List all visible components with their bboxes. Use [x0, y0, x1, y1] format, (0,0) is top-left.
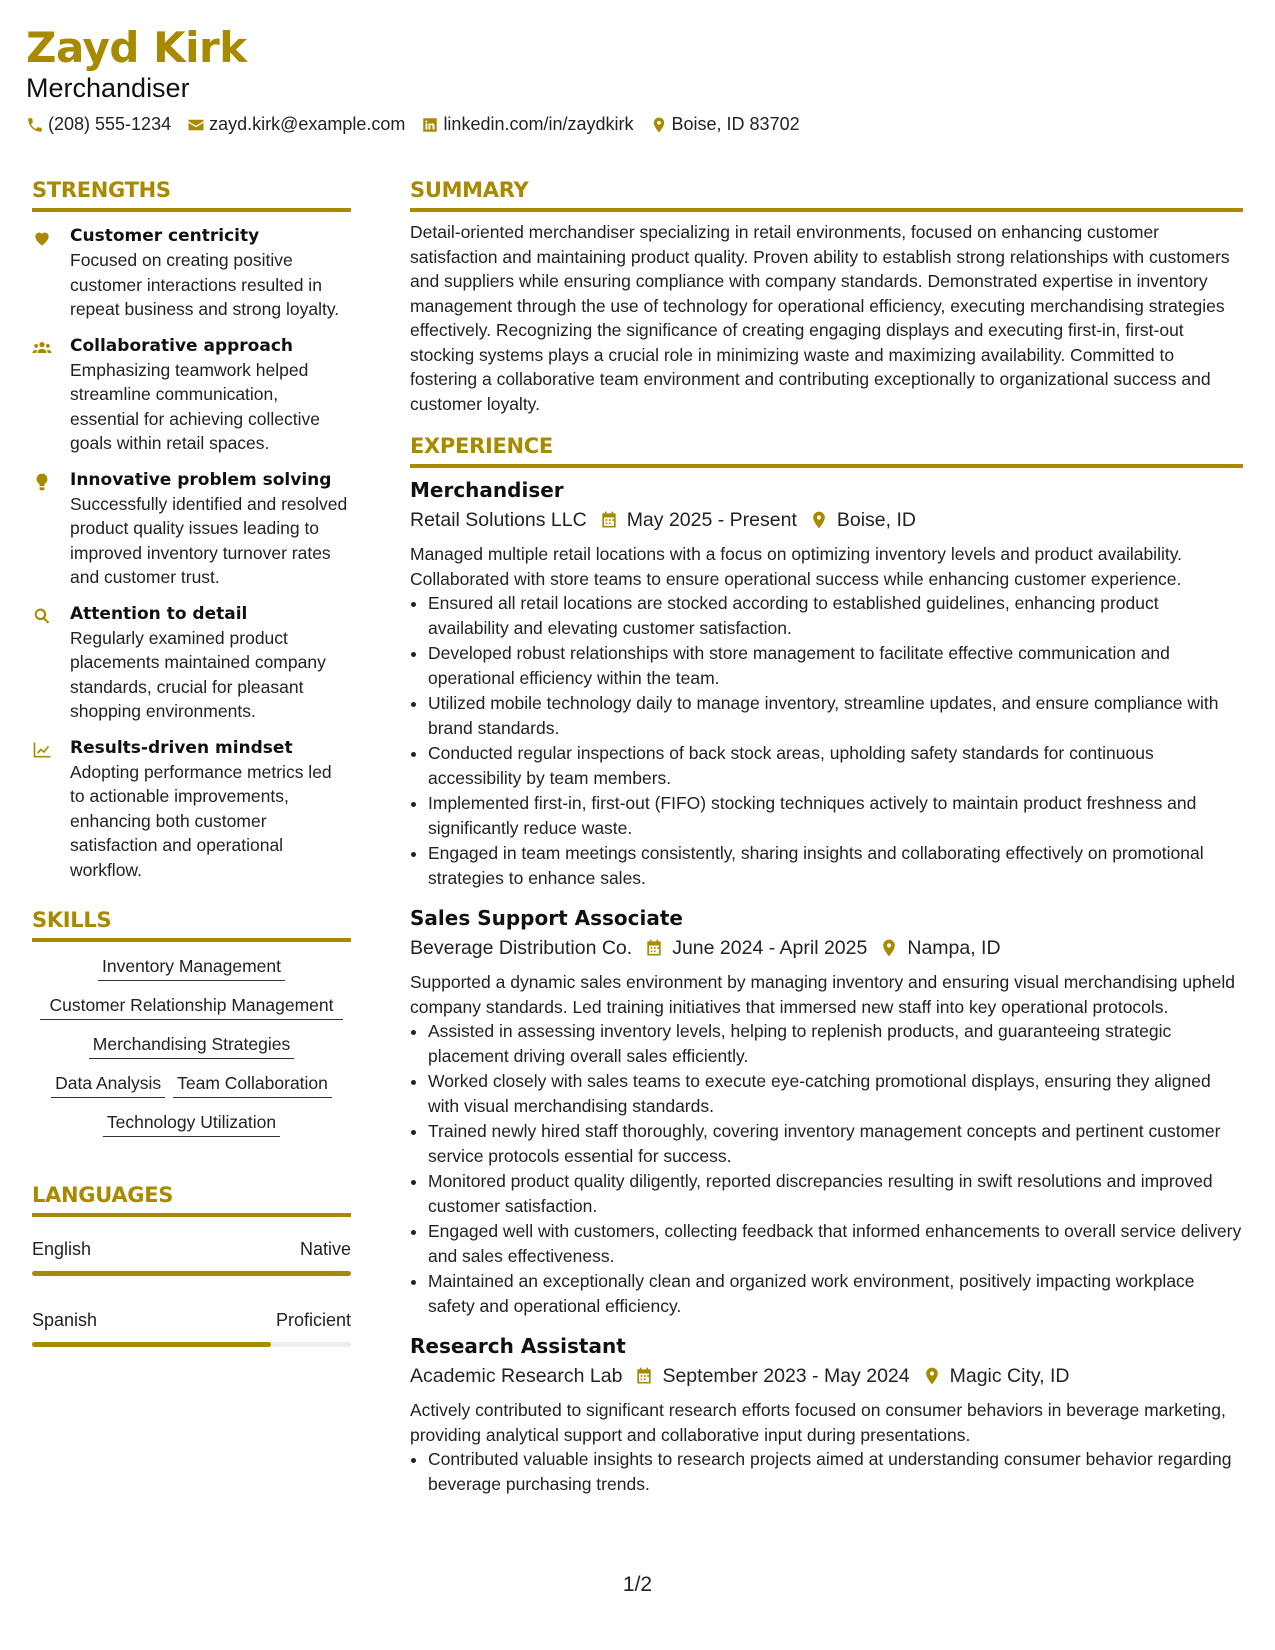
skill-tag: Customer Relationship Management	[40, 993, 343, 1020]
strength-title: Innovative problem solving	[70, 469, 332, 490]
strength-title: Results-driven mindset	[70, 737, 293, 758]
job-title: Research Assistant	[410, 1334, 626, 1358]
job-location: Magic City, ID	[949, 1365, 1070, 1387]
contact-location	[650, 114, 800, 135]
summary-heading: SUMMARY	[410, 176, 1243, 212]
job-dates: May 2025 - Present	[626, 509, 797, 531]
job-bullet: • Utilized mobile technology daily to manage inventory, streamline updates, and ensure compliance with brand standards.	[428, 691, 1243, 740]
job-meta	[410, 1362, 1243, 1390]
location-text: Boise, ID 83702	[671, 114, 800, 134]
map-pin-icon	[922, 1366, 942, 1386]
resume-header	[26, 22, 1249, 135]
job-title: Merchandiser	[410, 478, 564, 502]
map-pin-icon	[809, 510, 829, 530]
job-bullet: • Trained newly hired staff thoroughly, covering inventory management concepts and pertinent customer service protocols essential for success.	[428, 1119, 1243, 1168]
job-bullets	[410, 1447, 1243, 1496]
strength-item	[32, 334, 351, 456]
experience-heading: EXPERIENCE	[410, 432, 1243, 468]
summary-text: Detail-oriented merchandiser specializing in retail environments, focused on enhancing customer satisfaction and maintaining product quality. Proven ability to establish strong relationships with customers and suppliers while ensuring compliance with company standards. Demonstrated expertise in inventory management through the use of technology for operational efficiency, executing merchandising strategies effectively. Recognizing the significance of creating engaging displays and executing first-in, first-out stocking systems plays a crucial role in minimizing waste and maximizing availability. Committed to fostering a collaborative team environment and contributing exceptionally to organizational success and customer loyalty.	[410, 222, 1230, 414]
job-title: Sales Support Associate	[410, 906, 683, 930]
contact-bar	[26, 114, 1249, 135]
envelope-icon	[187, 116, 205, 134]
job-bullet: • Implemented first-in, first-out (FIFO) stocking techniques actively to maintain product freshness and significantly reduce waste.	[428, 791, 1243, 840]
job-bullet: • Assisted in assessing inventory levels, helping to replenish products, and guaranteeing strategic placement driving overall sales efficiently.	[428, 1019, 1243, 1068]
map-pin-icon	[879, 938, 899, 958]
language-level: Native	[299, 1239, 351, 1259]
skill-tag: Technology Utilization	[103, 1110, 280, 1137]
language-bar	[32, 1342, 351, 1347]
contact-email[interactable]	[187, 114, 405, 135]
contact-phone	[26, 114, 171, 135]
strength-desc: Focused on creating positive customer interactions resulted in repeat business and strong loyalty.	[70, 250, 340, 319]
map-pin-icon	[650, 116, 668, 134]
strength-item	[32, 468, 351, 590]
calendar-icon	[599, 510, 619, 530]
strength-item	[32, 602, 351, 724]
chart-line-icon	[32, 740, 52, 760]
job-bullet: • Conducted regular inspections of back stock areas, upholding safety standards for continuous accessibility by team members.	[428, 741, 1243, 790]
candidate-name: Zayd Kirk	[26, 23, 247, 72]
job-description: Actively contributed to significant research efforts focused on consumer behaviors in beverage marketing, providing analytical support and collaborative input during presentations.	[410, 1400, 1226, 1445]
email-text[interactable]: zayd.kirk@example.com	[209, 114, 406, 134]
strengths-heading: STRENGTHS	[32, 176, 351, 212]
skill-tag: Team Collaboration	[173, 1071, 332, 1098]
job-bullet: • Monitored product quality diligently, reported discrepancies resulting in swift resolutions and improved customer satisfaction.	[428, 1169, 1243, 1218]
strength-item	[32, 224, 351, 322]
job-bullet: • Contributed valuable insights to research projects aimed at understanding consumer behavior regarding beverage purchasing trends.	[428, 1447, 1243, 1496]
strength-title: Customer centricity	[70, 226, 260, 246]
candidate-role: Merchandiser	[26, 73, 190, 103]
language-bar-fill	[32, 1271, 351, 1276]
strength-item	[32, 736, 351, 883]
language-bar	[32, 1271, 351, 1276]
skill-tag: Data Analysis	[51, 1071, 165, 1098]
job-entry	[410, 904, 1243, 1318]
skill-tag: Merchandising Strategies	[89, 1032, 294, 1059]
strength-title: Collaborative approach	[70, 335, 293, 356]
job-location: Nampa, ID	[907, 937, 1001, 959]
calendar-icon	[634, 1366, 654, 1386]
phone-text: (208) 555-1234	[48, 114, 172, 134]
job-bullet: • Engaged well with customers, collecting feedback that informed enhancements to overall service delivery and sales effectiveness.	[428, 1219, 1243, 1268]
skill-tag: Inventory Management	[98, 954, 285, 981]
experience-list	[410, 476, 1243, 1496]
heart-icon	[32, 228, 52, 248]
linkedin-icon	[421, 116, 439, 134]
strength-title: Attention to detail	[70, 603, 248, 624]
job-dates: September 2023 - May 2024	[662, 1365, 910, 1387]
job-description: Managed multiple retail locations with a focus on optimizing inventory levels and product availability. Collaborated with store teams to ensure operational success while enhancing customer experience.	[410, 544, 1183, 589]
languages-heading: LANGUAGES	[32, 1181, 351, 1217]
job-location: Boise, ID	[836, 509, 916, 531]
skills-heading: SKILLS	[32, 906, 351, 942]
job-entry	[410, 476, 1243, 890]
job-company: Beverage Distribution Co.	[410, 937, 633, 959]
job-meta	[410, 934, 1243, 962]
language-name: English	[32, 1239, 92, 1259]
job-bullet: • Engaged in team meetings consistently, sharing insights and collaborating effectively on promotional strategies to enhance sales.	[428, 841, 1243, 890]
contact-linkedin[interactable]	[421, 114, 633, 135]
job-bullet: • Worked closely with sales teams to execute eye-catching promotional displays, ensuring they aligned with visual merchandising standards.	[428, 1069, 1243, 1118]
search-icon	[32, 606, 52, 626]
job-bullet: • Developed robust relationships with store management to facilitate effective communication and operational efficiency within the team.	[428, 641, 1243, 690]
job-meta	[410, 506, 1243, 534]
lightbulb-icon	[32, 472, 52, 492]
left-column	[32, 176, 351, 1347]
job-company: Retail Solutions LLC	[410, 509, 587, 531]
language-item	[32, 1308, 351, 1347]
job-bullet: • Maintained an exceptionally clean and organized work environment, positively impacting workplace safety and operational efficiency.	[428, 1269, 1243, 1318]
job-bullets	[410, 1019, 1243, 1318]
job-bullet: • Ensured all retail locations are stocked according to established guidelines, enhancing product availability and elevating customer satisfaction.	[428, 591, 1243, 640]
strength-desc: Emphasizing teamwork helped streamline communication, essential for achieving collective goals within retail spaces.	[70, 359, 320, 453]
strength-desc: Regularly examined product placements maintained company standards, crucial for pleasant shopping environments.	[70, 627, 326, 721]
linkedin-text[interactable]: linkedin.com/in/zaydkirk	[443, 114, 634, 134]
job-description: Supported a dynamic sales environment by managing inventory and ensuring visual merchandising upheld company standards. Led training initiatives that immersed new staff into key operational protocols.	[410, 972, 1235, 1017]
skills-list	[32, 954, 351, 1137]
job-bullets	[410, 591, 1243, 890]
language-level: Proficient	[275, 1310, 351, 1330]
language-name: Spanish	[32, 1310, 98, 1330]
language-bar-fill	[32, 1342, 271, 1347]
calendar-icon	[644, 938, 664, 958]
phone-icon	[26, 116, 44, 134]
strength-desc: Adopting performance metrics led to actionable improvements, enhancing both customer satisfaction and operational workflow.	[70, 761, 332, 880]
strength-desc: Successfully identified and resolved product quality issues leading to improved inventory turnover rates and customer trust.	[70, 493, 348, 587]
users-icon	[32, 338, 52, 358]
language-item	[32, 1237, 351, 1276]
page-number: 1/2	[622, 1573, 653, 1596]
right-column	[410, 176, 1243, 1497]
job-dates: June 2024 - April 2025	[672, 937, 868, 959]
job-company: Academic Research Lab	[410, 1365, 623, 1387]
job-entry	[410, 1332, 1243, 1496]
